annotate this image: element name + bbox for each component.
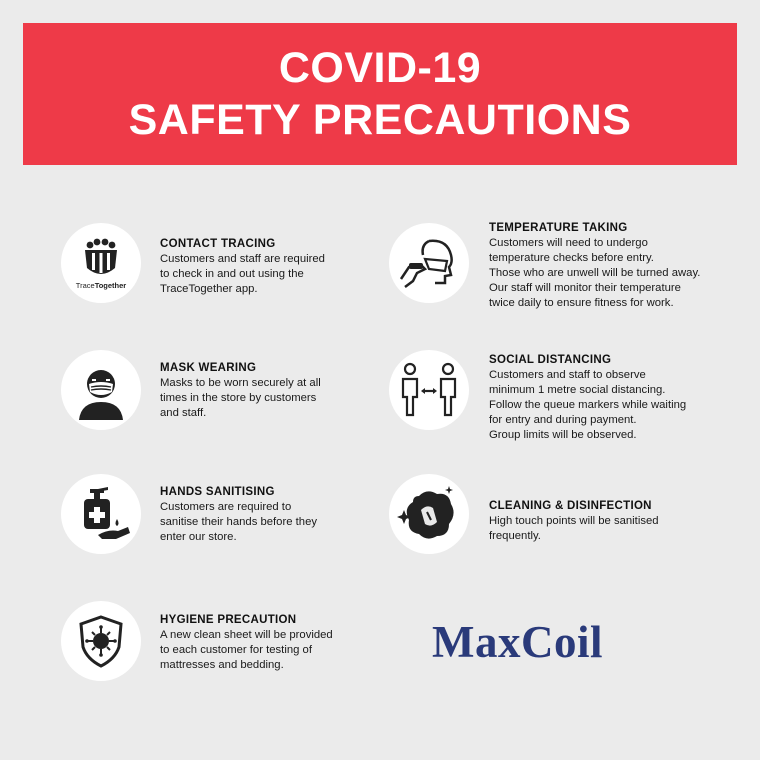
tracetogether-logo-icon xyxy=(61,223,141,303)
contact-tracing-heading: CONTACT TRACING xyxy=(160,238,276,250)
sanitiser-bottle-icon xyxy=(61,474,141,554)
social-distancing-body: Customers and staff to observe minimum 1 metre social distancing. Follow the queue markers while waiting for entry and during payment. Group limits will be observed. xyxy=(489,369,687,441)
social-distance-icon xyxy=(389,350,469,430)
title-banner xyxy=(23,23,737,165)
temperature-taking-block xyxy=(489,221,729,311)
mask-person-icon xyxy=(61,350,141,430)
virus-shield-icon xyxy=(61,601,141,681)
cleaning-disinfection-block xyxy=(489,499,729,544)
hygiene-precaution-body: A new clean sheet will be provided to each customer for testing of mattresses and bedding. xyxy=(160,629,333,671)
mask-wearing-body: Masks to be worn securely at all times in the store by customers and staff. xyxy=(160,377,321,419)
maxcoil-logo: MaxCoil xyxy=(432,617,603,667)
hands-sanitising-block xyxy=(160,485,360,545)
icon-text-together: Together xyxy=(94,281,127,290)
icon-text-trace: Trace xyxy=(75,281,95,290)
title-line-2: SAFETY PRECAUTIONS xyxy=(128,96,632,144)
temperature-taking-heading: TEMPERATURE TAKING xyxy=(489,222,628,234)
hands-sanitising-heading: HANDS SANITISING xyxy=(160,486,275,498)
mask-wearing-block xyxy=(160,361,360,421)
cleaning-sponge-icon xyxy=(389,474,469,554)
mask-wearing-heading: MASK WEARING xyxy=(160,362,257,374)
contact-tracing-body: Customers and staff are required to check in and out using the TraceTogether app. xyxy=(160,253,325,295)
temperature-check-icon xyxy=(389,223,469,303)
cleaning-disinfection-heading: CLEANING & DISINFECTION xyxy=(489,500,652,512)
hygiene-precaution-heading: HYGIENE PRECAUTION xyxy=(160,614,297,626)
contact-tracing-block xyxy=(160,237,360,297)
title-line-1: COVID-19 xyxy=(278,44,482,92)
svg-text:TraceTogether xyxy=(76,281,127,290)
social-distancing-heading: SOCIAL DISTANCING xyxy=(489,354,612,366)
social-distancing-block xyxy=(489,353,729,443)
hygiene-precaution-block xyxy=(160,613,400,673)
cleaning-disinfection-body: High touch points will be sanitised frequently. xyxy=(489,515,659,542)
temperature-taking-body: Customers will need to undergo temperature checks before entry. Those who are unwell will be turned away. Our staff will monitor their temperature twice daily to ensure fitness for work. xyxy=(489,237,701,309)
hands-sanitising-body: Customers are required to sanitise their hands before they enter our store. xyxy=(160,501,317,543)
